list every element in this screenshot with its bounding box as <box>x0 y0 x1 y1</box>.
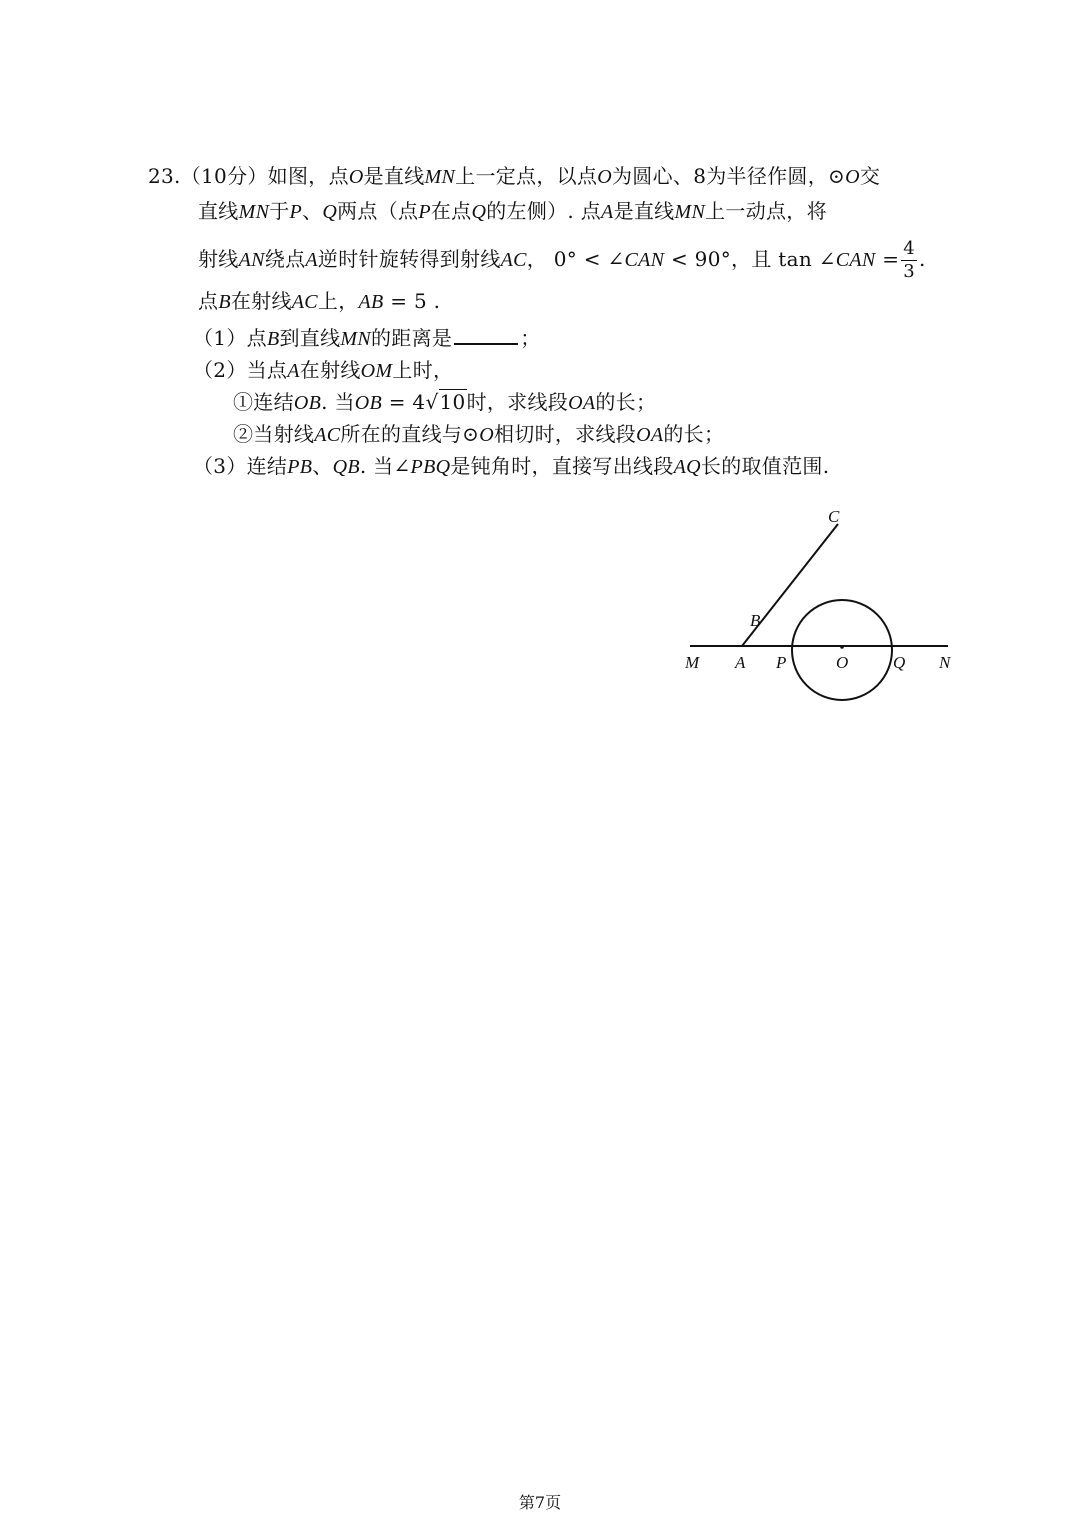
text: . 当 <box>321 390 355 414</box>
text: 的长； <box>595 390 657 414</box>
sqrt-radicand: 10 <box>439 390 466 414</box>
text: 上时， <box>392 358 454 382</box>
text: （2）当点 <box>193 358 288 382</box>
math-var: OM <box>360 360 393 382</box>
text: ； <box>520 326 541 350</box>
label-a: A <box>735 653 746 672</box>
math-var: QB <box>332 456 360 478</box>
text: 是直线 <box>613 199 675 223</box>
math-var: OB <box>293 392 322 414</box>
text: 在射线 <box>299 358 361 382</box>
math-var: AN <box>238 249 265 271</box>
label-q: Q <box>893 653 906 672</box>
text: ， 0° < ∠ <box>526 247 625 271</box>
text: = 5 . <box>383 289 441 313</box>
text: （3）连结 <box>193 454 288 478</box>
text: （1）点 <box>193 326 267 350</box>
text: 时，求线段 <box>466 390 569 414</box>
fraction <box>901 240 917 281</box>
text: 、 <box>312 454 333 478</box>
text: 交 <box>859 164 881 188</box>
text: < 90°，且 tan ∠ <box>664 247 836 271</box>
text: 上， <box>317 289 359 313</box>
math-var: P <box>418 201 431 223</box>
text: 是直线 <box>363 164 425 188</box>
math-var: AC <box>314 424 341 446</box>
math-var: OB <box>354 392 383 414</box>
text: 上一定点，以点 <box>455 164 598 188</box>
math-var: CAN <box>624 249 665 271</box>
math-var: Q <box>322 201 338 223</box>
label-n: N <box>939 653 951 672</box>
text: = 4 <box>382 390 426 414</box>
math-var: OA <box>568 392 596 414</box>
text: 在点 <box>430 199 472 223</box>
math-var: P <box>289 201 303 223</box>
text: 相切时，求线段 <box>493 422 637 446</box>
math-var: AC <box>291 291 318 313</box>
math-var: O <box>597 166 612 188</box>
geometry-figure <box>680 500 980 710</box>
text: = <box>875 247 900 271</box>
part-2 <box>193 356 453 385</box>
label-p: P <box>776 653 787 672</box>
text: 于 <box>269 199 290 223</box>
label-c: C <box>828 507 840 526</box>
math-var: A <box>601 201 614 223</box>
math-var: OA <box>636 424 664 446</box>
label-m: M <box>685 653 700 672</box>
fraction-numerator: 4 <box>903 238 916 259</box>
text: 为圆心、8为半径作圆，⊙ <box>612 164 846 188</box>
math-var: O <box>845 166 860 188</box>
math-var: AC <box>500 249 527 271</box>
question-number: 23. <box>148 164 181 188</box>
math-var: O <box>348 166 364 188</box>
text: . <box>919 247 926 271</box>
text: . 当∠ <box>359 454 411 478</box>
math-var: A <box>305 249 318 271</box>
part-3 <box>193 452 829 481</box>
fraction-denominator: 3 <box>903 261 916 282</box>
label-o: O <box>836 653 849 672</box>
text: 的左侧）. 点 <box>486 199 602 223</box>
text: 长的取值范围. <box>700 454 830 478</box>
question-line-4 <box>198 287 440 316</box>
text: 射线 <box>198 247 239 271</box>
text: ①连结 <box>233 390 294 414</box>
text: 的距离是 <box>370 326 453 350</box>
text: 是钝角时，直接写出线段 <box>450 454 674 478</box>
text: 绕点 <box>264 247 306 271</box>
part-1 <box>193 323 541 353</box>
text: 两点（点 <box>337 199 419 223</box>
page-number: 第7页 <box>518 1493 562 1512</box>
question-line-3 <box>198 240 926 281</box>
math-var: O <box>479 424 494 446</box>
center-dot <box>840 645 844 649</box>
text: ②当射线 <box>233 422 315 446</box>
text: 、 <box>302 199 323 223</box>
text: 点 <box>198 289 219 313</box>
math-var: PBQ <box>410 456 451 478</box>
math-var: MN <box>340 328 371 350</box>
circle-o <box>792 600 892 700</box>
text: 在射线 <box>230 289 292 313</box>
part-2-i <box>233 388 656 417</box>
text: 到直线 <box>279 326 341 350</box>
math-var: MN <box>424 166 456 188</box>
question-score: （10分） <box>180 164 268 188</box>
math-var: B <box>218 291 231 313</box>
answer-blank[interactable] <box>454 323 518 345</box>
math-var: B <box>266 328 280 350</box>
question-line-1 <box>148 162 880 191</box>
math-var: AQ <box>673 456 701 478</box>
math-var: A <box>287 360 300 382</box>
label-b: B <box>750 611 761 630</box>
text: 上一动点，将 <box>705 199 827 223</box>
part-2-ii <box>233 420 724 449</box>
math-var: PB <box>287 456 313 478</box>
text: 直线 <box>198 199 239 223</box>
math-var: CAN <box>835 249 876 271</box>
text: 如图，点 <box>267 164 349 188</box>
math-var: Q <box>471 201 487 223</box>
text: 的长； <box>663 422 725 446</box>
math-var: AB <box>358 291 384 313</box>
text: 逆时针旋转得到射线 <box>317 247 501 271</box>
math-var: MN <box>674 201 706 223</box>
question-line-2 <box>198 197 827 226</box>
text: 所在的直线与⊙ <box>340 422 480 446</box>
sqrt-sign: √ <box>425 390 439 414</box>
math-var: MN <box>238 201 270 223</box>
